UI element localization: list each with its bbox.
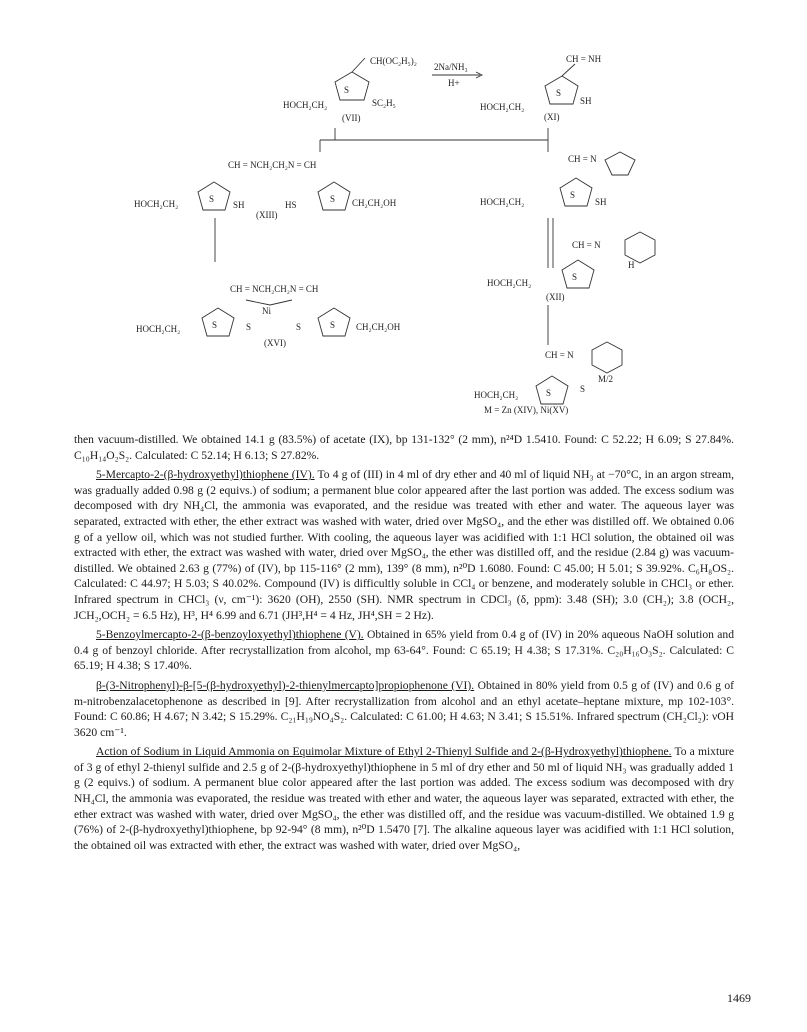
svg-text:S: S bbox=[580, 384, 586, 394]
svg-text:HOCH₂CH₂: HOCH₂CH₂ bbox=[474, 390, 519, 400]
paragraph-vi: β-(3-Nitrophenyl)-β-[5-(β-hydroxyethyl)-2-thienylmercapto]propiophenone (VI). Obtained in 80% yield from 0.5 g of (IV) and 0.6 g of m-nitrobenzalacetophenone as described in [9]. After recrystallization from alcohol and an ethyl acetate–heptane mixture, mp 102-103°. Found: C 60.86; H 4.67; N 3.42; S 15.29%. C₂₁H₁₉NO₄S₂. Calculated: C 61.00; H 4.63; N 3.41; S 15.51%. Infrared spectrum (CH₂Cl₂): νOH 3620 cm⁻¹. bbox=[74, 678, 734, 739]
paragraph-continuation: then vacuum-distilled. We obtained 14.1 g (83.5%) of acetate (IX), bp 131-132° (2 mm), n²⁴D 1.5410. Found: C 52.22; H 6.09; S 27.84%. C₁₀H₁₄O₂S₂. Calculated: C 52.14; H 6.13; S 27.82%. bbox=[74, 433, 734, 462]
svg-text:HOCH₂CH₂: HOCH₂CH₂ bbox=[283, 100, 328, 110]
svg-text:HOCH₂CH₂: HOCH₂CH₂ bbox=[480, 197, 525, 207]
svg-text:CH(OC₂H₅)₂: CH(OC₂H₅)₂ bbox=[370, 56, 417, 66]
svg-text:S: S bbox=[546, 388, 552, 398]
svg-text:HOCH₂CH₂: HOCH₂CH₂ bbox=[134, 199, 179, 209]
svg-text:H: H bbox=[628, 260, 635, 270]
svg-text:CH = N: CH = N bbox=[568, 154, 597, 164]
heading-v: 5-Benzoylmercapto-2-(β-benzoyloxyethyl)thiophene (V). bbox=[96, 628, 364, 642]
heading-action: Action of Sodium in Liquid Ammonia on Equimolar Mixture of Ethyl 2-Thienyl Sulfide and 2-(β-Hydroxyethyl)thiophene. bbox=[96, 745, 672, 759]
svg-text:CH = NCH₂CH₂N = CH: CH = NCH₂CH₂N = CH bbox=[230, 284, 319, 294]
svg-text:M/2: M/2 bbox=[598, 374, 614, 384]
svg-text:CH = NH: CH = NH bbox=[566, 54, 602, 64]
svg-text:(XIII): (XIII) bbox=[256, 210, 278, 220]
svg-text:S: S bbox=[570, 190, 576, 200]
svg-text:(XI): (XI) bbox=[544, 112, 560, 122]
svg-text:SC₂H₅: SC₂H₅ bbox=[372, 98, 396, 108]
heading-vi: β-(3-Nitrophenyl)-β-[5-(β-hydroxyethyl)-2-thienylmercapto]propiophenone (VI). bbox=[96, 678, 475, 692]
svg-text:S: S bbox=[296, 322, 302, 332]
svg-text:S: S bbox=[246, 322, 252, 332]
ring-xii bbox=[562, 260, 594, 288]
svg-text:Ni: Ni bbox=[262, 306, 271, 316]
svg-text:CH = N: CH = N bbox=[545, 350, 574, 360]
ring-right-1 bbox=[560, 178, 592, 206]
svg-text:HOCH₂CH₂: HOCH₂CH₂ bbox=[480, 102, 525, 112]
svg-text:M = Zn (XIV), Ni(XV): M = Zn (XIV), Ni(XV) bbox=[484, 405, 569, 415]
svg-text:HS: HS bbox=[285, 200, 297, 210]
svg-text:(VII): (VII) bbox=[342, 113, 361, 123]
svg-text:S: S bbox=[556, 88, 562, 98]
svg-text:(XVI): (XVI) bbox=[264, 338, 286, 348]
svg-text:CH = NCH₂CH₂N = CH: CH = NCH₂CH₂N = CH bbox=[228, 160, 317, 170]
heading-iv: 5-Mercapto-2-(β-hydroxyethyl)thiophene (IV). bbox=[96, 468, 315, 482]
svg-text:HOCH₂CH₂: HOCH₂CH₂ bbox=[136, 324, 181, 334]
svg-text:S: S bbox=[209, 194, 215, 204]
svg-text:SH: SH bbox=[580, 96, 592, 106]
svg-text:CH₂CH₂OH: CH₂CH₂OH bbox=[352, 198, 397, 208]
page-number: 1469 bbox=[727, 991, 751, 1005]
svg-text:HOCH₂CH₂: HOCH₂CH₂ bbox=[487, 278, 532, 288]
svg-text:2Na/NH₃: 2Na/NH₃ bbox=[434, 62, 468, 72]
svg-text:S: S bbox=[330, 194, 336, 204]
paragraph-iv: 5-Mercapto-2-(β-hydroxyethyl)thiophene (IV). To 4 g of (III) in 4 ml of dry ether and 40 ml of liquid NH₃ at −70°C, in an argon stream, was gradually added 0.98 g (2 equivs.) of sodium; a permanent blue color appeared after the last portion was added. The excess sodium was decomposed with dry NH₄Cl, the ammonia was evaporated, and the residue was treated with ether and water. The aqueous layer was separated, extracted with ether, the ether extract was washed with water, dried over MgSO₄, and the ether was distilled off. We obtained 0.06 g of a yellow oil, which was not studied further. With cooling, the aqueous layer was acidified with 1:1 HCl solution, the obtained oil was extracted with ether, the extract was washed with water, dried over MgSO₄, the ether was distilled off, and the residue (2.84 g) was vacuum-distilled. We obtained 2.63 g (77%) of (IV), bp 115-116° (2 mm), 139° (8 mm), n²⁰D 1.6080. Found: C 45.00; H 5.01; S 39.92%. C₆H₈OS₂. Calculated: C 44.97; H 5.03; S 40.02%. Compound (IV) is difficultly soluble in CCl₄ or benzene, and moderately soluble in CHCl₃ or ether. Infrared spectrum in CHCl₃ (ν, cm⁻¹): 3620 (OH), 2550 (SH). NMR spectrum in CDCl₃ (δ, ppm): 3.48 (SH); 3.0 (CH₂); 3.8 (OCH₂, JCH₂,OCH₂ = 6.5 Hz), H³, H⁴ 6.99 and 6.71 (JH³,H⁴ = 4 Hz, JH⁴,SH = 2 Hz). bbox=[74, 468, 734, 622]
svg-text:S: S bbox=[212, 320, 218, 330]
svg-text:S: S bbox=[572, 272, 578, 282]
ring-xiv bbox=[536, 376, 568, 404]
paragraph-v: 5-Benzoylmercapto-2-(β-benzoyloxyethyl)thiophene (V). Obtained in 65% yield from 0.4 g of (IV) in 20% aqueous NaOH solution and 0.4 g of benzoyl chloride. After recrystallization from alcohol, mp 63-64°. Found: C 65.19; H 4.38; S 17.31%. C₂₀H₁₆O₃S₂. Calculated: C 65.19; H 4.38; S 17.40%. bbox=[74, 628, 734, 673]
ring-vii bbox=[335, 72, 369, 100]
svg-text:S: S bbox=[344, 85, 350, 95]
ring-xi bbox=[545, 76, 578, 104]
body-text bbox=[74, 432, 734, 853]
svg-text:(XII): (XII) bbox=[546, 292, 565, 302]
ring-xvi-a bbox=[202, 308, 234, 336]
svg-text:CH₂CH₂OH: CH₂CH₂OH bbox=[356, 322, 401, 332]
svg-text:CH = N: CH = N bbox=[572, 240, 601, 250]
paragraph-action: Action of Sodium in Liquid Ammonia on Equimolar Mixture of Ethyl 2-Thienyl Sulfide and 2-(β-Hydroxyethyl)thiophene. To a mixture of 3 g of ethyl 2-thienyl sulfide and 2.5 g of 2-(β-hydroxyethyl)thiophene in 5 ml of dry ether and 50 ml of liquid NH₃ was gradually added 1 g (2 equivs.) of sodium. A permanent blue color appeared after the last portion was added. The excess sodium was decomposed with dry NH₄Cl, the ammonia was evaporated, the residue was treated with ether and water, the aqueous layer was separated, extracted with ether, the ether extract was washed with water, dried over MgSO₄, the ether was distilled off, and the residue was vacuum-distilled. We obtained 1.9 g (76%) of 2-(β-hydroxyethyl)thiophene, bp 92-94° (8 mm), n²⁰D 1.5470 [7]. The alkaline aqueous layer was acidified with 1:1 HCl solution, the obtained oil was extracted with ether, the extract was washed with water, dried over MgSO₄, bbox=[74, 745, 735, 852]
svg-text:SH: SH bbox=[595, 197, 607, 207]
reaction-scheme bbox=[0, 0, 807, 470]
svg-text:S: S bbox=[330, 320, 336, 330]
svg-text:SH: SH bbox=[233, 200, 245, 210]
svg-text:H+: H+ bbox=[448, 78, 460, 88]
